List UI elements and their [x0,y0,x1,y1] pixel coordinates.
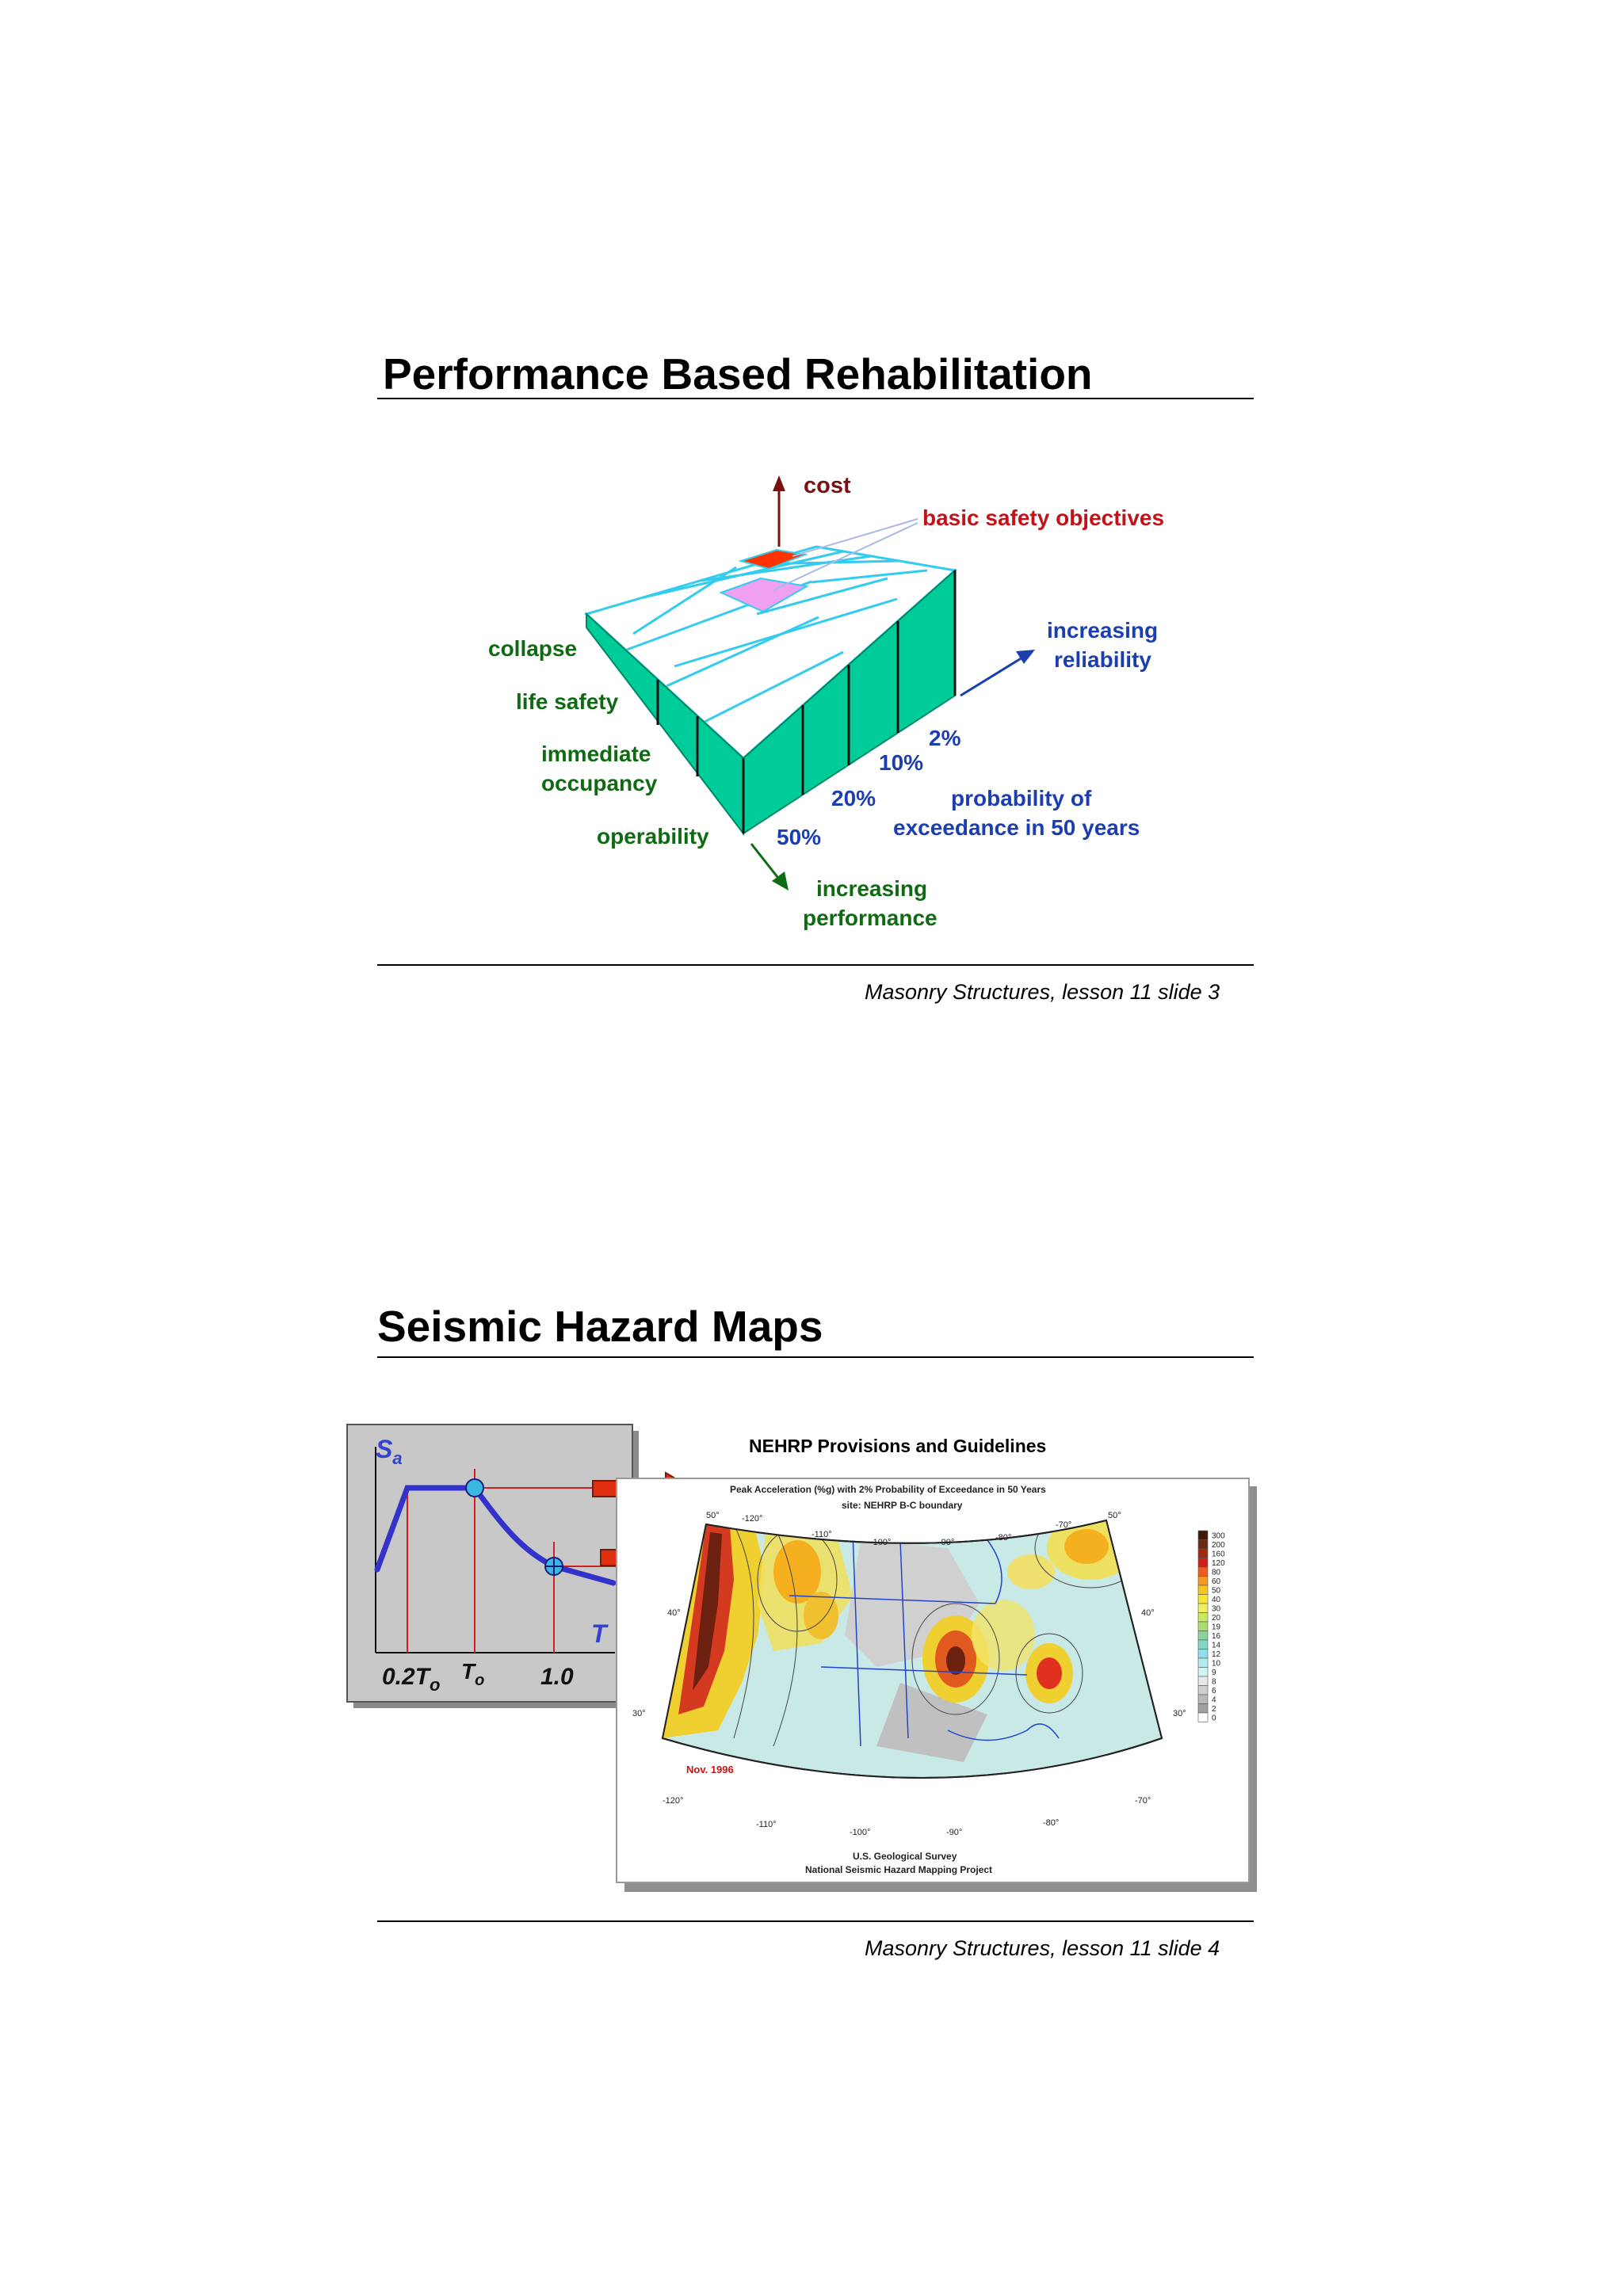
legend-swatch [1198,1676,1208,1686]
legend-swatch [1198,1713,1208,1722]
operability-label: operability [597,824,709,849]
occupancy-label: occupancy [541,771,658,795]
lat-right-50: 50° [1108,1511,1121,1520]
increasing-performance-1: increasing [816,876,928,901]
probability-caption-1: probability of [951,786,1092,810]
legend-swatch [1198,1567,1208,1577]
legend-value: 200 [1212,1541,1225,1550]
slide2-title-rule [377,1356,1254,1358]
slide1-footer-rule [377,964,1254,966]
lon-bottom-100: -100° [850,1828,871,1837]
objectives-label: basic safety objectives [922,505,1165,530]
legend-value: 19 [1212,1623,1221,1632]
map-subtitle: site: NEHRP B-C boundary [842,1500,963,1511]
lon-bottom-80: -80° [1043,1818,1060,1828]
legend-value: 0 [1212,1714,1216,1723]
lon-top-70: -70° [1056,1520,1072,1530]
lon-bottom-110: -110° [756,1820,777,1829]
legend-value: 30 [1212,1604,1221,1614]
legend-swatch [1198,1695,1208,1704]
legend-value: 50 [1212,1586,1221,1596]
legend-swatch [1198,1558,1208,1568]
lat-right-30: 30° [1173,1709,1186,1718]
spectrum-x-label: T [591,1619,607,1648]
legend-value: 10 [1212,1659,1221,1669]
reliability-arrow-head [1016,650,1035,664]
immediate-label: immediate [541,742,651,766]
legend-swatch [1198,1668,1208,1677]
lon-bottom-90: -90° [946,1828,963,1837]
legend-swatch [1198,1658,1208,1668]
legend-value: 16 [1212,1632,1221,1641]
cost-label: cost [804,473,851,498]
legend-value: 20 [1212,1614,1221,1623]
legend-value: 2 [1212,1705,1216,1714]
legend-swatch [1198,1640,1208,1650]
legend-value: 4 [1212,1695,1216,1705]
legend-value: 80 [1212,1568,1221,1577]
legend-value: 8 [1212,1677,1216,1687]
tick-0-2to: $0.2T_o$ [382,1664,441,1695]
probability-caption-2: exceedance in 50 years [893,815,1140,840]
legend-swatch [1198,1585,1208,1595]
objectives-leader-1 [792,519,918,556]
legend-swatch [1198,1686,1208,1695]
legend-value: 160 [1212,1550,1225,1559]
map-source-1: U.S. Geological Survey [853,1851,957,1862]
lat-left-50: 50° [706,1511,720,1520]
increasing-reliability-2: reliability [1054,647,1151,672]
legend-swatch [1198,1613,1208,1623]
spectrum-point-1 [466,1479,483,1497]
legend-swatch [1198,1577,1208,1586]
legend-value: 60 [1212,1577,1221,1586]
probability-20pct: 20% [831,786,876,810]
slide1-footer: Masonry Structures, lesson 11 slide 3 [865,980,1220,1004]
cost-arrow-head [773,475,785,491]
lat-left-40: 40° [667,1608,681,1618]
legend-swatch [1198,1549,1208,1558]
probability-2pct: 2% [929,726,961,750]
probability-50pct: 50% [777,825,822,849]
spectrum-y-label: $S_a$ [376,1435,403,1468]
legend-swatch [1198,1604,1208,1613]
lon-bottom-120: -120° [663,1796,684,1806]
legend-value: 40 [1212,1596,1221,1604]
lon-top-110: -110° [812,1530,832,1539]
slide2-footer-rule [377,1920,1254,1922]
probability-10pct: 10% [879,750,924,775]
increasing-reliability-1: increasing [1047,618,1159,643]
life-safety-label: life safety [516,689,619,714]
legend-swatch [1198,1595,1208,1604]
legend-swatch [1198,1622,1208,1631]
legend-value: 300 [1212,1531,1225,1541]
slide1-title-rule [377,398,1254,399]
lon-top-100: -100° [870,1538,892,1547]
tick-to: $T_o$ [461,1659,485,1689]
slide2-footer: Masonry Structures, lesson 11 slide 4 [865,1936,1220,1960]
legend-value: 120 [1212,1559,1225,1568]
map-date: Nov. 1996 [686,1764,734,1775]
legend-swatch [1198,1540,1208,1550]
tick-1-0: 1.0 [540,1664,574,1690]
legend-value: 14 [1212,1641,1221,1650]
legend-swatch [1198,1531,1208,1540]
legend-value: 12 [1212,1650,1221,1659]
legend-swatch [1198,1704,1208,1714]
reliability-arrow-shaft [960,658,1022,696]
performance-matrix-diagram [0,444,1623,951]
lon-top-80: -80° [995,1533,1012,1543]
lat-right-40: 40° [1141,1608,1155,1618]
slide2-title: Seismic Hazard Maps [377,1302,823,1351]
map-source-2: National Seismic Hazard Mapping Project [805,1864,993,1875]
legend-swatch [1198,1650,1208,1659]
spectrum-y-sub: a [392,1448,403,1468]
map-title: Peak Acceleration (%g) with 2% Probability of Exceedance in 50 Years [730,1484,1046,1495]
collapse-label: collapse [488,636,578,661]
performance-arrow-shaft [751,844,781,881]
lat-left-30: 30° [632,1709,646,1718]
hazard-map-panel [615,1477,1258,1894]
legend-swatch [1198,1631,1208,1641]
increasing-performance-2: performance [803,906,938,930]
legend-value: 9 [1212,1669,1216,1677]
map-header: NEHRP Provisions and Guidelines [749,1436,1047,1456]
slide1-title: Performance Based Rehabilitation [383,349,1093,399]
legend-value: 6 [1212,1687,1216,1695]
lon-top-90: -90° [938,1538,955,1547]
lon-bottom-70: -70° [1135,1796,1151,1806]
lon-top-120: -120° [742,1514,763,1524]
